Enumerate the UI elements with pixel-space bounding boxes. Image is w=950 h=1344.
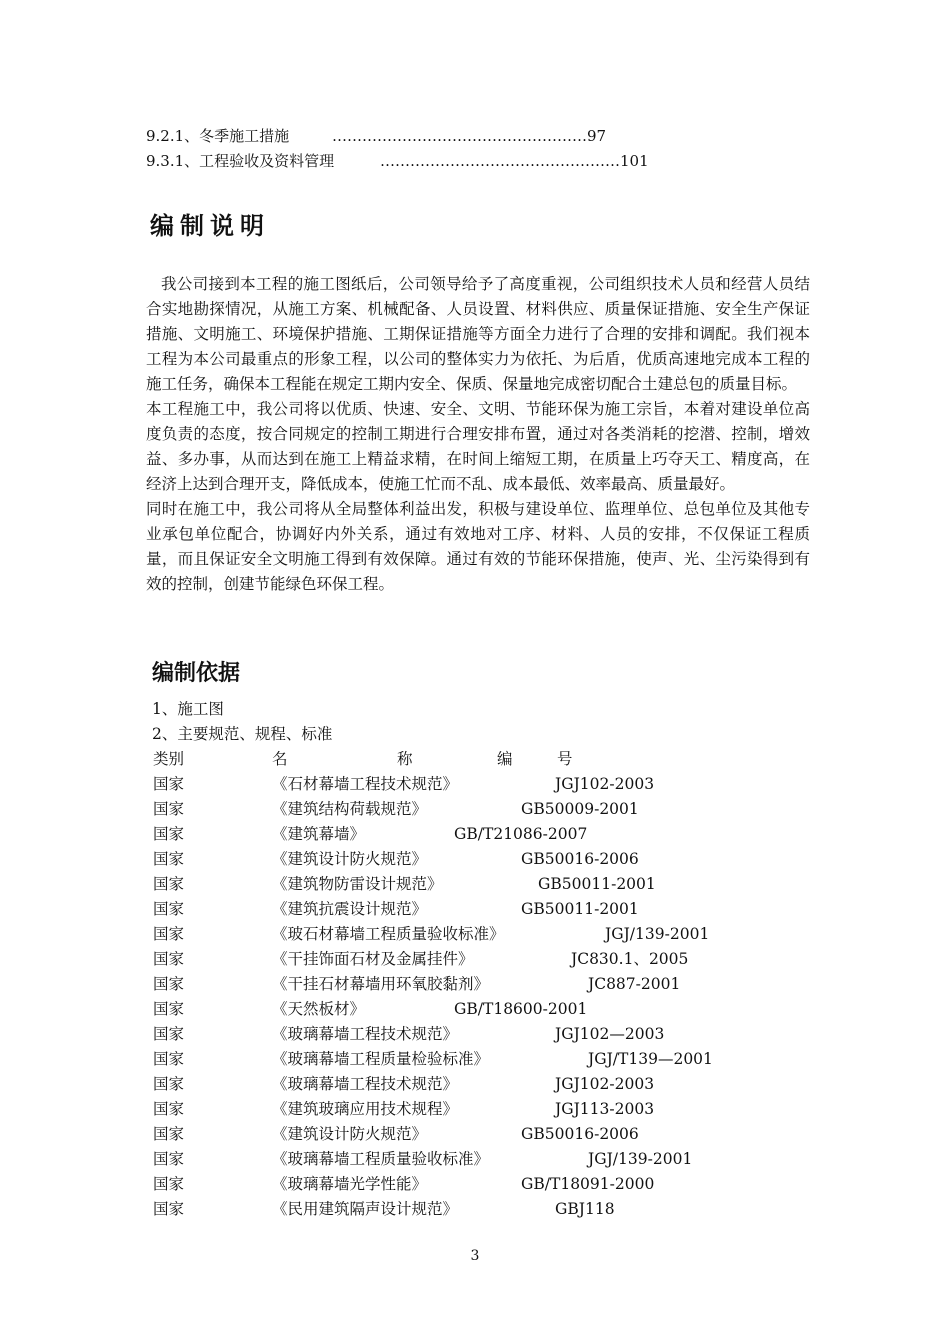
- toc-entry-label: 9.2.1、冬季施工措施: [146, 127, 290, 145]
- table-row: [0, 1124, 950, 1148]
- table-row: [0, 899, 950, 923]
- row-name: 《玻璃幕墙工程技术规范》: [272, 1025, 459, 1043]
- row-category: 国家: [153, 875, 185, 893]
- paragraph: 本工程施工中，我公司将以优质、快速、安全、文明、节能环保为施工宗旨，本着对建设单位高度负责的态度，按合同规定的控制工期进行合理安排布置，通过对各类消耗的挖潜、控制，增效益、多办事，从而达到在施工上精益求精，在时间上缩短工期，在质量上巧夺天工、精度高，在经济上达到合理开支，降低成本，使施工忙而不乱、成本最低、效率最高、质量最好。: [146, 400, 810, 493]
- row-code: JC830.1、2005: [571, 950, 689, 968]
- table-row: [0, 949, 950, 973]
- table-row: [0, 1074, 950, 1098]
- row-code: GB50016-2006: [521, 1125, 639, 1143]
- table-row: [0, 874, 950, 898]
- row-code: GB/T18091-2000: [521, 1175, 655, 1193]
- table-row: [0, 974, 950, 998]
- row-code: JC887-2001: [588, 975, 681, 993]
- row-category: 国家: [153, 1125, 185, 1143]
- row-category: 国家: [153, 825, 185, 843]
- page-number: 3: [470, 1248, 480, 1264]
- row-name: 《玻石材幕墙工程质量验收标准》: [272, 925, 505, 943]
- row-name: 《建筑结构荷载规范》: [272, 800, 428, 818]
- row-code: GB50011-2001: [538, 875, 656, 893]
- row-category: 国家: [153, 1000, 185, 1018]
- row-name: 《建筑物防雷设计规范》: [272, 875, 443, 893]
- row-code: JGJ113-2003: [555, 1100, 655, 1118]
- toc-page-number: 101: [620, 152, 649, 170]
- row-code: JGJ102-2003: [555, 775, 655, 793]
- row-code: JGJ102—2003: [555, 1025, 665, 1043]
- row-code: GB50016-2006: [521, 850, 639, 868]
- toc-leader-dots: ……………………………………………97: [332, 127, 607, 145]
- row-category: 国家: [153, 1100, 185, 1118]
- row-category: 国家: [153, 1075, 185, 1093]
- row-code: GB50009-2001: [521, 800, 639, 818]
- row-category: 国家: [153, 1175, 185, 1193]
- table-row: [0, 1024, 950, 1048]
- row-name: 《干挂石材幕墙用环氧胶黏剂》: [272, 975, 490, 993]
- row-code: GBJ118: [555, 1200, 615, 1218]
- row-name: 《民用建筑隔声设计规范》: [272, 1200, 459, 1218]
- row-category: 国家: [153, 900, 185, 918]
- section-title-description: 编制说明: [150, 212, 270, 240]
- row-category: 国家: [153, 1050, 185, 1068]
- row-name: 《天然板材》: [272, 1000, 366, 1018]
- row-name: 《建筑设计防火规范》: [272, 1125, 428, 1143]
- row-name: 《建筑抗震设计规范》: [272, 900, 428, 918]
- row-name: 《建筑幕墙》: [272, 825, 366, 843]
- row-name: 《玻璃幕墙工程质量检验标准》: [272, 1050, 490, 1068]
- toc-entry: [146, 126, 289, 146]
- toc-entry-label: 9.3.1、工程验收及资料管理: [146, 152, 335, 170]
- paragraph: 同时在施工中，我公司将从全局整体利益出发，积极与建设单位、监理单位、总包单位及其他专业承包单位配合，协调好内外关系，通过有效地对工序、材料、人员的安排，不仅保证工程质量，而且保证安全文明施工得到有效保障。通过有效的节能环保措施，使声、光、尘污染得到有效的控制，创建节能绿色环保工程。: [146, 500, 810, 593]
- row-category: 国家: [153, 1150, 185, 1168]
- header-name-2: 称: [397, 750, 413, 768]
- table-row: [0, 799, 950, 823]
- row-name: 《玻璃幕墙光学性能》: [272, 1175, 428, 1193]
- row-name: 《干挂饰面石材及金属挂件》: [272, 950, 474, 968]
- toc-leader-dots: …………………………………………101: [380, 152, 649, 170]
- row-category: 国家: [153, 950, 185, 968]
- table-row: [0, 999, 950, 1023]
- row-category: 国家: [153, 800, 185, 818]
- row-category: 国家: [153, 975, 185, 993]
- list-item: 1、施工图: [152, 700, 224, 718]
- row-name: 《玻璃幕墙工程技术规范》: [272, 1075, 459, 1093]
- row-code: GB50011-2001: [521, 900, 639, 918]
- row-code: JGJ/139-2001: [605, 925, 710, 943]
- row-category: 国家: [153, 925, 185, 943]
- row-code: GB/T18600-2001: [454, 1000, 588, 1018]
- row-code: JGJ/T139—2001: [588, 1050, 713, 1068]
- row-code: JGJ102-2003: [555, 1075, 655, 1093]
- table-row: [0, 849, 950, 873]
- table-row: [0, 1099, 950, 1123]
- row-category: 国家: [153, 775, 185, 793]
- row-code: JGJ/139-2001: [588, 1150, 693, 1168]
- table-row: [0, 1174, 950, 1198]
- table-row: [0, 1199, 950, 1223]
- header-category: 类别: [153, 750, 185, 768]
- list-item: 2、主要规范、规程、标准: [152, 725, 333, 743]
- row-category: 国家: [153, 1025, 185, 1043]
- row-name: 《玻璃幕墙工程质量验收标准》: [272, 1150, 490, 1168]
- row-category: 国家: [153, 850, 185, 868]
- description-body: [146, 272, 810, 597]
- toc-entry: [146, 151, 334, 171]
- row-code: GB/T21086-2007: [454, 825, 588, 843]
- paragraph: 我公司接到本工程的施工图纸后，公司领导给予了高度重视，公司组织技术人员和经营人员结合实地勘探情况，从施工方案、机械配备、人员设置、材料供应、质量保证措施、安全生产保证措施、文明施工、环境保护措施、工期保证措施等方面全力进行了合理的安排和调配。我们视本工程为本公司最重点的形象工程，以公司的整体实力为依托、为后盾，优质高速地完成本工程的施工任务，确保本工程能在规定工期内安全、保质、保量地完成密切配合土建总包的质量目标。: [146, 275, 810, 393]
- row-name: 《石材幕墙工程技术规范》: [272, 775, 459, 793]
- table-row: [0, 774, 950, 798]
- row-category: 国家: [153, 1200, 185, 1218]
- toc-page-number: 97: [587, 127, 607, 145]
- header-code-1: 编: [497, 750, 513, 768]
- table-row: [0, 1049, 950, 1073]
- row-name: 《建筑玻璃应用技术规程》: [272, 1100, 459, 1118]
- row-name: 《建筑设计防火规范》: [272, 850, 428, 868]
- table-row: [0, 1149, 950, 1173]
- header-name-1: 名: [272, 750, 288, 768]
- header-code-2: 号: [557, 750, 573, 768]
- section-title-basis: 编制依据: [152, 661, 241, 686]
- table-row: [0, 924, 950, 948]
- table-row: [0, 824, 950, 848]
